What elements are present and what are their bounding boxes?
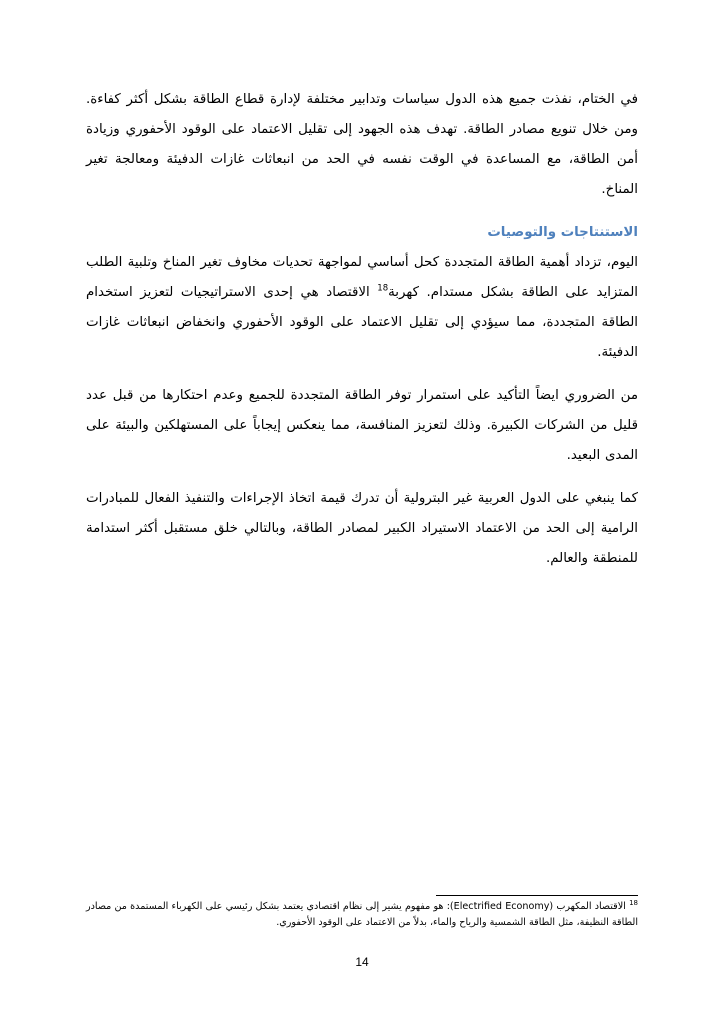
conclusion-paragraph: في الختام، نفذت جميع هذه الدول سياسات وتدابير مختلفة لإدارة قطاع الطاقة بشكل أكثر كفاءة. ومن خلال تنويع مصادر الطاقة. تهدف هذه الجهود إلى تقليل الاعتماد على الوقود الأحفوري وزيادة أمن الطاقة، مع المساعدة في الوقت نفسه في الحد من انبعاثات غازات الدفيئة ومعالجة تغير المناخ.: [86, 92, 638, 197]
paragraph-text-part: اليوم، تزداد أهمية الطاقة المتجددة كحل أساسي لمواجهة تحديات مخاوف تغير المناخ وتلبية الطلب المتزايد على الطاقة بشكل مستدام. كهربة: [86, 255, 638, 300]
section-heading: الاستنتاجات والتوصيات: [487, 225, 638, 240]
recommendation-paragraph: كما ينبغي على الدول العربية غير البترولية أن تدرك قيمة اتخاذ الإجراءات والتنفيذ الفعال للمبادرات الرامية إلى الحد من الاعتماد الاستيراد الكبير لمصادر الطاقة، وبالتالي خلق مستقبل أكثر استدامة للمنطقة والعالم.: [86, 491, 638, 566]
paragraph-text-part: الاقتصاد هي إحدى الاستراتيجيات لتعزيز استخدام الطاقة المتجددة، مما سيؤدي إلى تقليل الاعتماد على الوقود الأحفوري وانخفاض انبعاثات غازات الدفيئة.: [86, 285, 638, 360]
footnote-text: الاقتصاد المكهرب (Electrified Economy): هو مفهوم يشير إلى نظام اقتصادي يعتمد بشكل رئيسي على الكهرباء المستمدة من مصادر الطاقة النظيفة، مثل الطاقة الشمسية والرياح والماء، بدلاً من الاعتماد على الوقود الأحفوري.: [86, 901, 638, 928]
page-number: 14: [355, 955, 369, 969]
footnote: [86, 899, 638, 931]
footnote-reference[interactable]: 18: [377, 283, 389, 294]
availability-paragraph: من الضروري ايضاً التأكيد على استمرار توفر الطاقة المتجددة للجميع وعدم احتكارها من قبل عدد قليل من الشركات الكبيرة. وذلك لتعزيز المنافسة، مما ينعكس إيجاباً على المستهلكين والبيئة على المدى البعيد.: [86, 388, 638, 463]
renewable-energy-paragraph: [86, 248, 638, 368]
footnote-number: 18: [629, 898, 638, 907]
document-body: [86, 85, 638, 587]
footnote-separator: [436, 895, 638, 896]
